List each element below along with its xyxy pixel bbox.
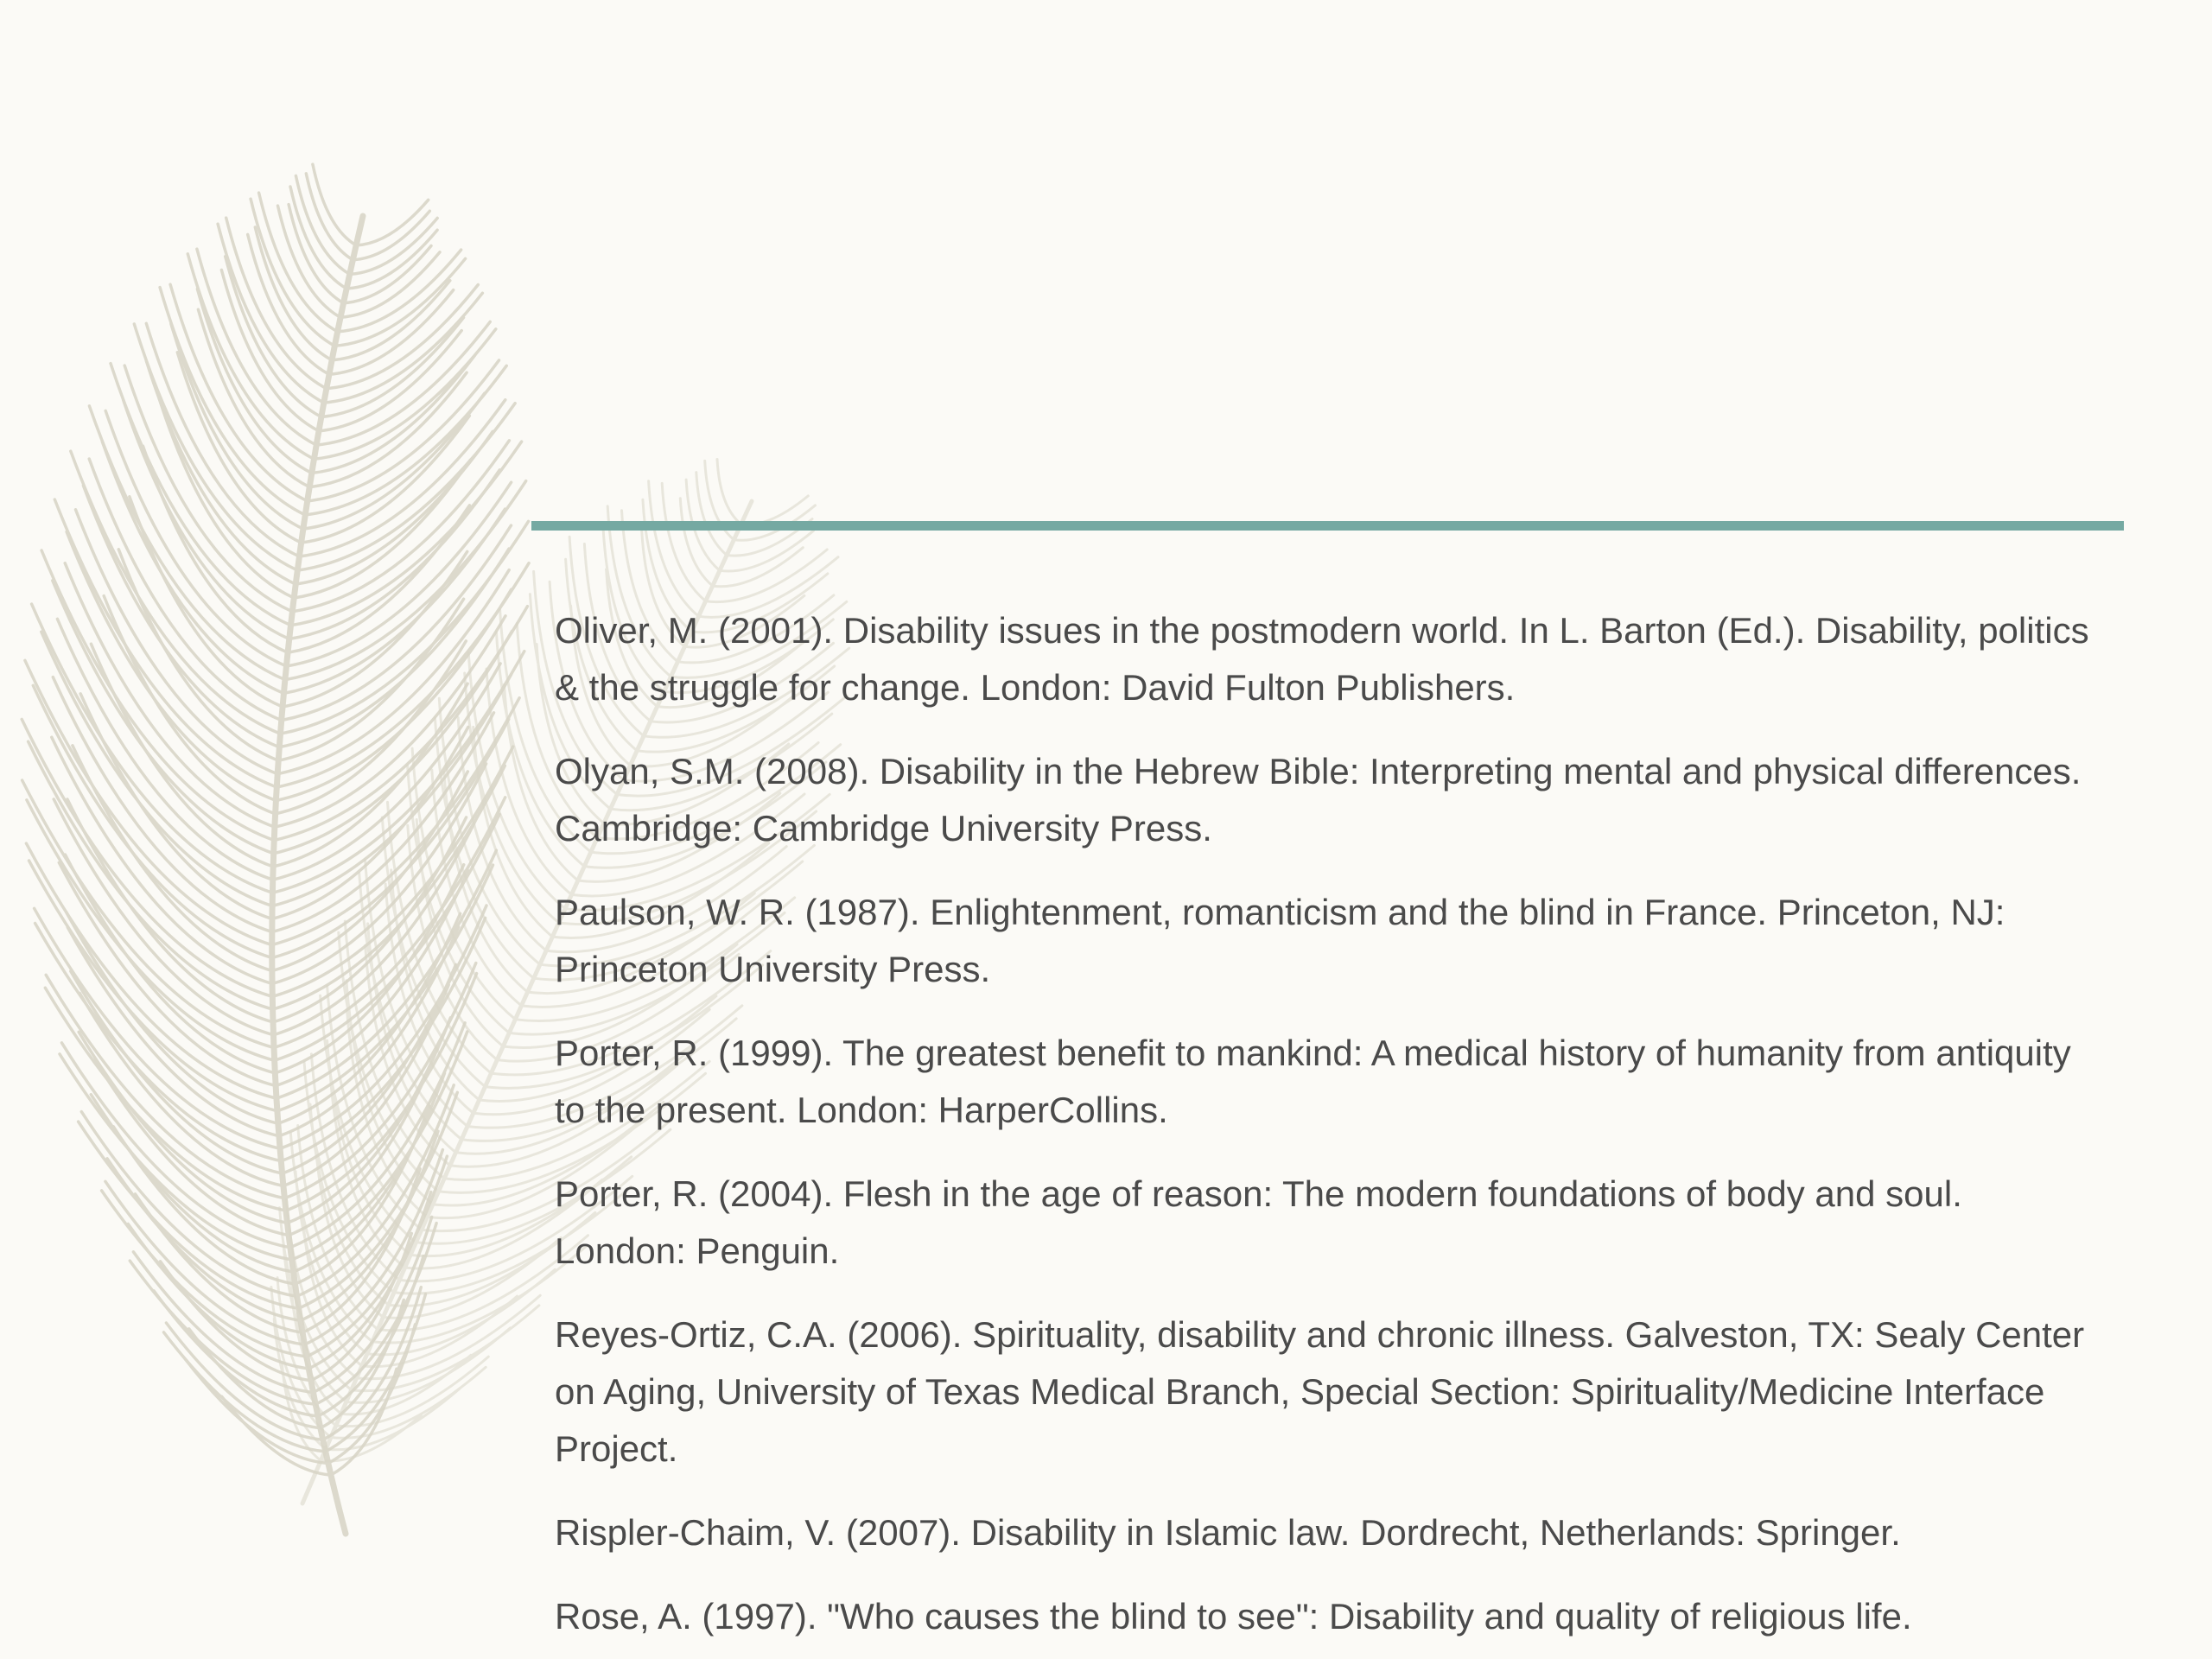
reference-list — [555, 602, 2093, 1659]
reference-item: Paulson, W. R. (1987). Enlightenment, romanticism and the blind in France. Princeton, NJ: Princeton University Press. — [555, 892, 2005, 989]
reference-item: Porter, R. (2004). Flesh in the age of reason: The modern foundations of body and soul. London: Penguin. — [555, 1173, 1962, 1271]
reference-item: Rispler-Chaim, V. (2007). Disability in Islamic law. Dordrecht, Netherlands: Springer. — [555, 1512, 1901, 1553]
feather-barb — [680, 499, 712, 586]
reference-item: Porter, R. (1999). The greatest benefit to mankind: A medical history of humanity from antiquity to the present. London: HarperCollins. — [555, 1033, 2071, 1130]
feather-barb — [313, 164, 356, 245]
reference-item: Oliver, M. (2001). Disability issues in the postmodern world. In L. Barton (Ed.). Disability, politics & the struggle for change. London: David Fulton Publishers. — [555, 610, 2089, 708]
feather-barb — [717, 460, 741, 524]
reference-item: Rose, A. (1997). "Who causes the blind to see": Disability and quality of religious life. — [555, 1596, 1912, 1637]
reference-item: Olyan, S.M. (2008). Disability in the Hebrew Bible: Interpreting mental and physical differences. Cambridge: Cambridge University Press. — [555, 751, 2082, 849]
feather-barb — [696, 473, 727, 556]
reference-item: Reyes-Ortiz, C.A. (2006). Spirituality, disability and chronic illness. Galveston, TX: Sealy Center on Aging, University of Texas Medical Branch, Special Section: Spirituality/Medicine Interface Project. — [555, 1314, 2085, 1469]
feather-barb — [289, 205, 343, 303]
title-divider — [531, 521, 2124, 531]
